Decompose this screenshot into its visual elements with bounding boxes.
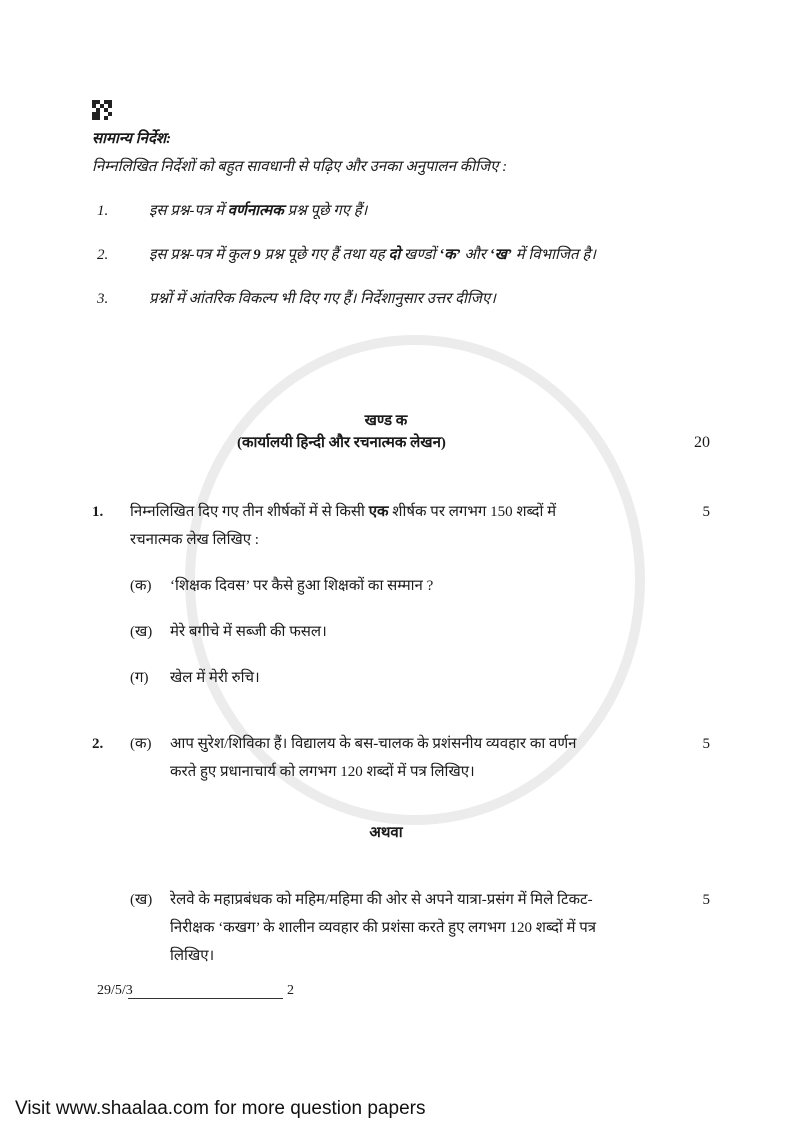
question-2a-line-1: आप सुरेश/शिविका हैं। विद्यालय के बस-चालक के प्रशंसनीय व्यवहार का वर्णन	[170, 736, 577, 752]
question-paper-page	[92, 100, 710, 999]
instruction-text: इस प्रश्न-पत्र में वर्णनात्मक प्रश्न पूछे गए हैं।	[149, 203, 368, 219]
instruction-number: 1.	[97, 203, 109, 219]
instructions-heading: सामान्य निर्देश:	[92, 131, 172, 147]
question-2b	[92, 886, 710, 970]
instructions-intro: निम्नलिखित निर्देशों को बहुत सावधानी से पढ़िए और उनका अनुपालन कीजिए :	[92, 159, 508, 175]
instruction-3	[92, 288, 710, 310]
instruction-text: प्रश्नों में आंतरिक विकल्प भी दिए गए हैं। निर्देशानुसार उत्तर दीजिए।	[149, 291, 496, 307]
option	[130, 664, 650, 692]
option-label: (ख)	[130, 624, 153, 640]
instruction-1	[92, 200, 710, 222]
page-footer	[92, 982, 710, 1000]
option-text: मेरे बगीचे में सब्जी की फसल।	[170, 624, 327, 640]
option-label: (ग)	[130, 670, 149, 686]
question-2b-line-1: रेलवे के महाप्रबंधक को महिम/महिमा की ओर से अपने यात्रा-प्रसंग में मिले टिकट-	[170, 892, 593, 908]
instruction-text: इस प्रश्न-पत्र में कुल 9 प्रश्न पूछे गए हैं तथा यह दो खण्डों ‘क’ और ‘ख’ में विभाजित है।	[149, 247, 596, 263]
question-number: 1.	[92, 504, 104, 520]
question-1-line-2: रचनात्मक लेख लिखिए :	[130, 532, 259, 548]
question-1-marks: 5	[702, 504, 710, 520]
section-title: खण्ड क	[364, 413, 408, 429]
qr-code-icon	[92, 100, 112, 120]
option-text: ‘शिक्षक दिवस’ पर कैसे हुआ शिक्षकों का सम्मान ?	[170, 578, 434, 594]
or-label: अथवा	[369, 825, 403, 841]
question-1	[92, 498, 710, 692]
option	[130, 618, 650, 646]
question-2b-body	[130, 886, 650, 970]
option-label: (क)	[130, 736, 152, 752]
section-marks: 20	[694, 434, 710, 451]
instruction-2	[92, 244, 710, 266]
section-subtitle: (कार्यालयी हिन्दी और रचनात्मक लेखन)	[237, 435, 446, 451]
question-number: 2.	[92, 736, 104, 752]
question-2a-line-2: करते हुए प्रधानाचार्य को लगभग 120 शब्दों में पत्र लिखिए।	[170, 764, 475, 780]
page-number: 2	[287, 983, 294, 998]
question-2b-marks: 5	[702, 892, 710, 908]
question-1-body	[130, 498, 650, 692]
option-label: (ख)	[130, 892, 153, 908]
question-2a-body	[130, 730, 650, 786]
shaalaa-banner-link[interactable]: Visit www.shaalaa.com for more question papers	[15, 1098, 426, 1119]
question-2a-marks: 5	[702, 736, 710, 752]
instruction-number: 3.	[97, 291, 109, 307]
option-text: खेल में मेरी रुचि।	[170, 670, 260, 686]
section-subtitle-row	[92, 432, 710, 454]
option	[130, 572, 650, 600]
option-label: (क)	[130, 578, 152, 594]
question-1-line-1: निम्नलिखित दिए गए तीन शीर्षकों में से किसी एक शीर्षक पर लगभग 150 शब्दों में	[130, 504, 557, 520]
question-2b-line-2: निरीक्षक ‘कखग’ के शालीन व्यवहार की प्रशंसा करते हुए लगभग 120 शब्दों में पत्र	[170, 920, 597, 936]
question-2b-line-3: लिखिए।	[170, 948, 215, 964]
instruction-number: 2.	[97, 247, 109, 263]
paper-code: 29/5/3	[97, 983, 133, 998]
question-2a	[92, 730, 710, 786]
